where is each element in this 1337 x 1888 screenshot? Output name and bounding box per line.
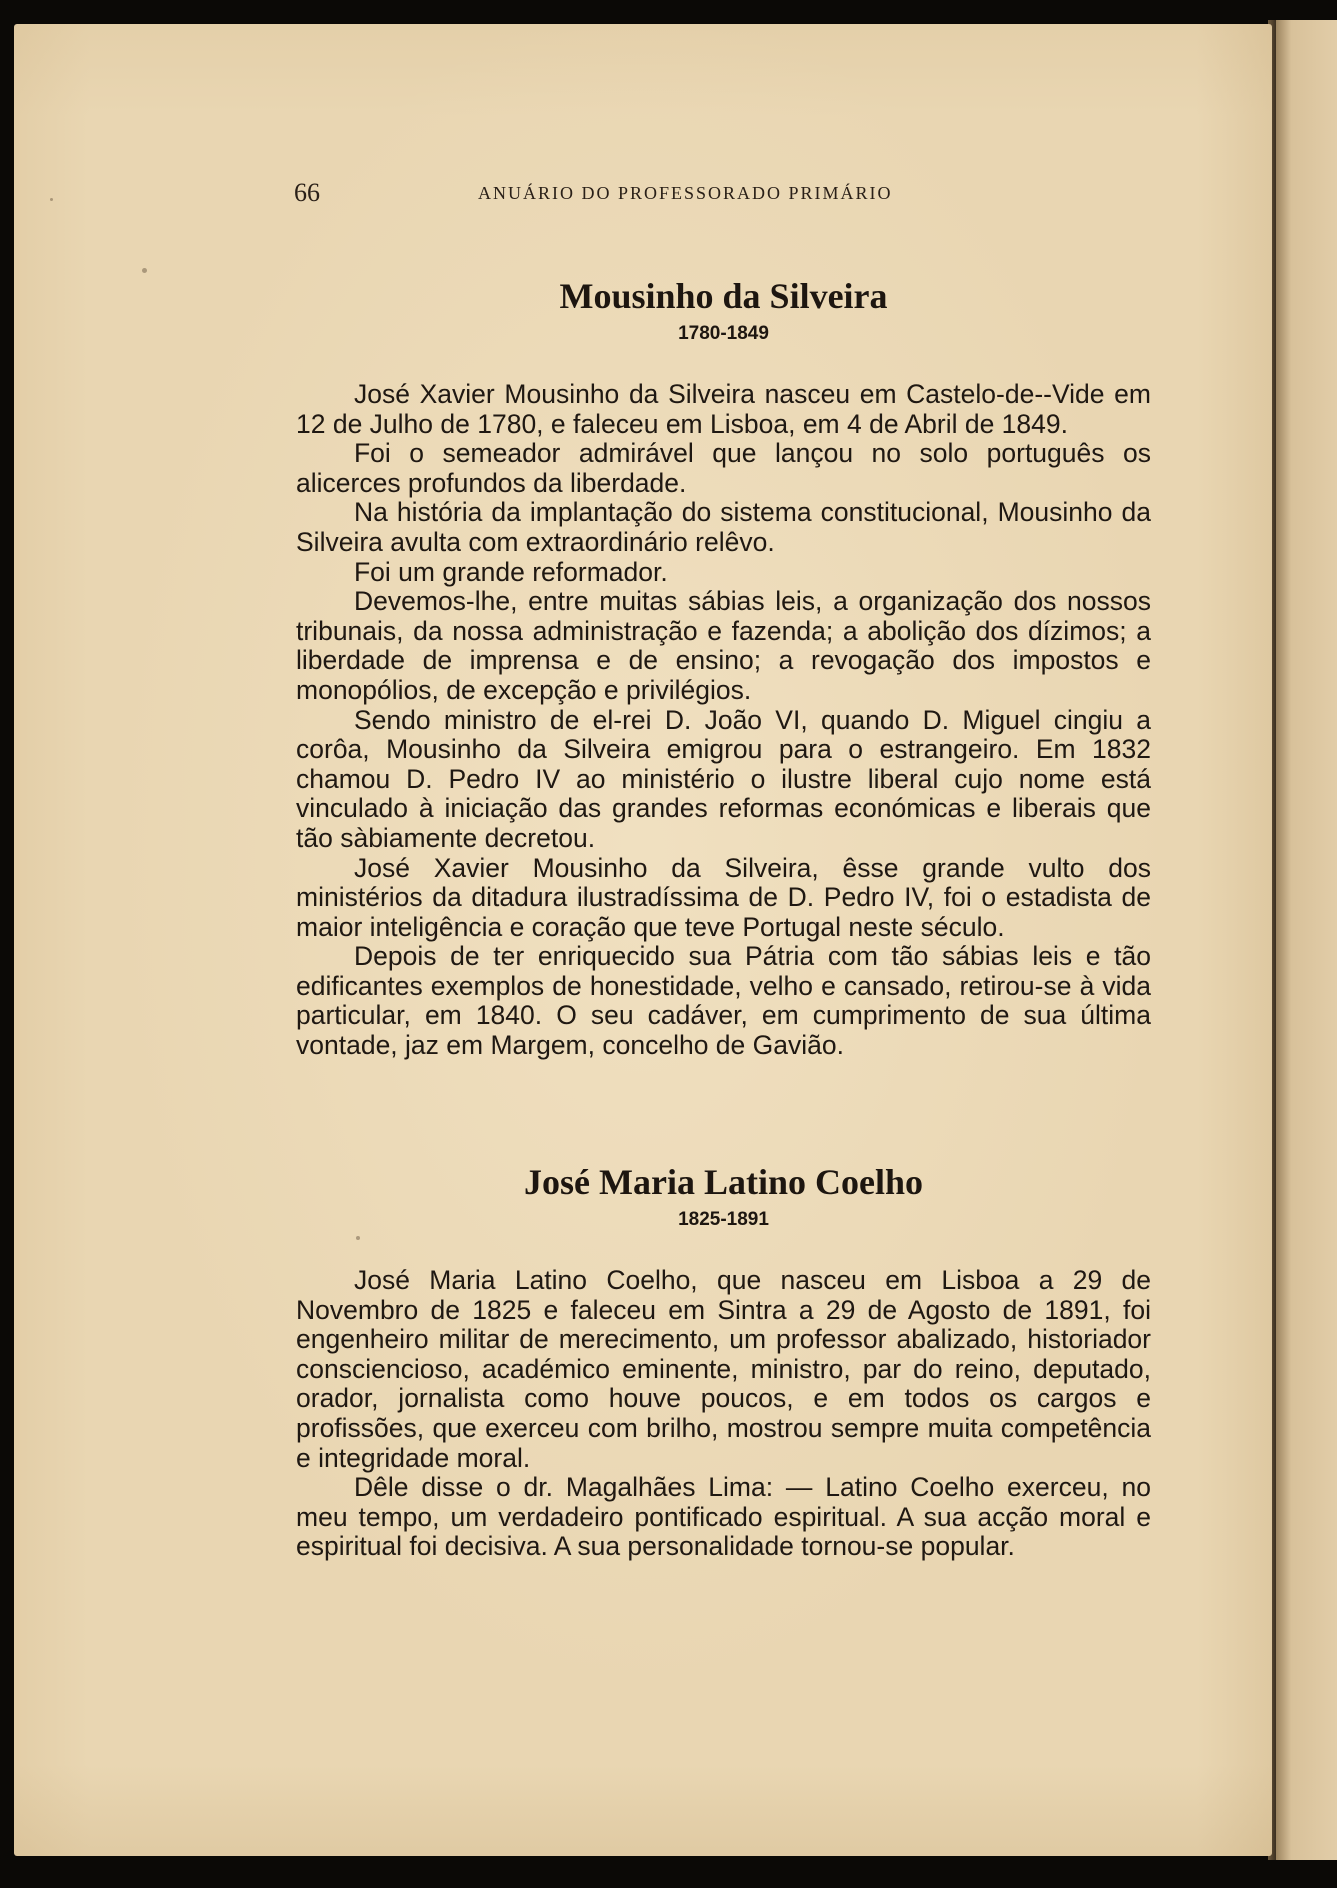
paragraph: Depois de ter enriquecido sua Pátria com tão sábias leis e tão edificantes exemplos de honestidade, velho e cansado, retirou-se à vida particular, em 1840. O seu cadáver, em cumprimento de sua última vontade, jaz em Margem, concelho de Gavião. (296, 941, 1151, 1061)
article-title: Mousinho da Silveira (559, 276, 888, 316)
paragraph: Devemos-lhe, entre muitas sábias leis, a organização dos nossos tribunais, da nossa administração e fazenda; a abolição dos dízimos; a liberdade de imprensa e de ensino; a revogação dos impostos e monopólios, de excepção e privilégios. (296, 586, 1151, 705)
paragraph: José Xavier Mousinho da Silveira, êsse grande vulto dos ministérios da ditadura ilustradíssima de D. Pedro IV, foi o estadista de maior inteligência e coração que teve Portugal neste século. (296, 852, 1151, 942)
paper-speck (50, 198, 53, 201)
paragraph: Dêle disse o dr. Magalhães Lima: — Latino Coelho exerceu, no meu tempo, um verdadeiro pontificado espiritual. A sua acção moral e espiritual foi decisiva. A sua personalidade tornou-se popular. (296, 1472, 1151, 1562)
paper-speck (142, 268, 147, 273)
article-dates: 1825-1891 (678, 1209, 769, 1230)
paragraph: Na história da implantação do sistema constitucional, Mousinho da Silveira avulta com extraordinário relêvo. (296, 497, 1151, 557)
paragraph: Sendo ministro de el-rei D. João VI, quando D. Miguel cingiu a corôa, Mousinho da Silveira emigrou para o estrangeiro. Em 1832 chamou D. Pedro IV ao ministério o ilustre liberal cujo nome está vinculado à iniciação das grandes reformas económicas e liberais que tão sàbiamente decretou. (296, 704, 1151, 853)
article-title: José Maria Latino Coelho (524, 1162, 923, 1202)
adjacent-page-edge (1276, 20, 1337, 1860)
paragraph: José Xavier Mousinho da Silveira nasceu em Castelo-de--Vide em 12 de Julho de 1780, e faleceu em Lisboa, em 4 de Abril de 1849. (296, 379, 1151, 439)
page-number: 66 (294, 178, 320, 207)
article-dates: 1780-1849 (678, 323, 769, 344)
article-body (296, 380, 1151, 1061)
article-latino-coelho (296, 1162, 1151, 1562)
paragraph: José Maria Latino Coelho, que nasceu em Lisboa a 29 de Novembro de 1825 e faleceu em Sintra a 29 de Agosto de 1891, foi engenheiro militar de merecimento, um professor abalizado, historiador consciencioso, académico eminente, ministro, par do reino, deputado, orador, jornalista como houve poucos, e em todos os cargos e profissões, que exerceu com brilho, mostrou sempre muita competência e integridade moral. (296, 1265, 1151, 1473)
article-mousinho (296, 276, 1151, 1061)
running-header (294, 178, 994, 208)
paragraph: Foi um grande reformador. (354, 556, 668, 587)
running-title: ANUÁRIO DO PROFESSORADO PRIMÁRIO (478, 183, 893, 203)
paragraph: Foi o semeador admirável que lançou no solo português os alicerces profundos da liberdade. (296, 438, 1151, 498)
article-body (296, 1266, 1151, 1562)
